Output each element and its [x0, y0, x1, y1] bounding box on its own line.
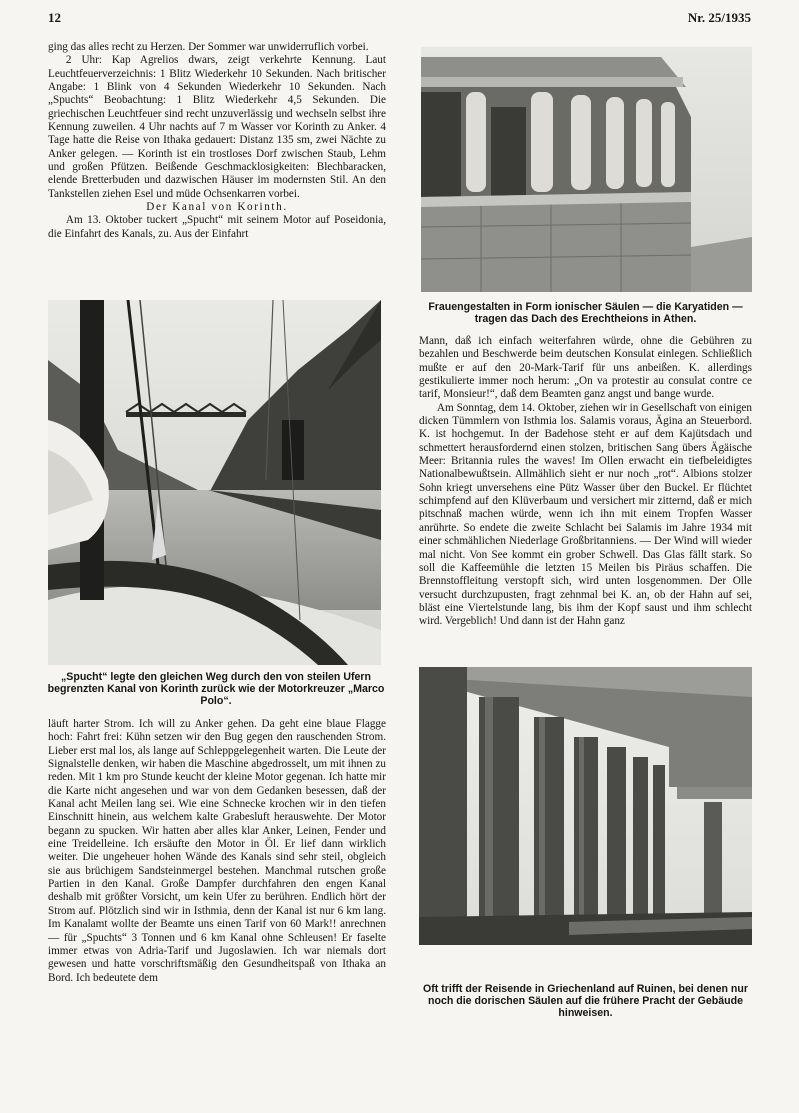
article-column-left-top [48, 41, 386, 241]
paragraph: läuft harter Strom. Ich will zu Anker gehen. Da geht eine blaue Flagge hoch: Fahrt frei: Kühn setzen wir den Bug gegen den rauschenden Strom. Lieber erst mal los, als lange auf Schleppgelegenheit warten. Die Leute der Signalstelle denken, wir haben die Maschine abgedrosselt, um mit ihnen zu reden. Mit 1 km pro Stunde keucht der kleine Motor gegenan. Ich hatte mir die Karte nicht angesehen und war von dem Gedanken besessen, daß der Kanal acht Meilen lang sei. Wie eine Schnecke krochen wir in den tiefen Einschnitt hinein, aus welchem kalte Grabesluft herauswehte. Der Motor begann zu spucken. Wir hatten aber alles klar Anker, Leinen, Fender und eine Treidelleine. Ich ersäufte den Motor in Öl. Er lief dann wirklich weiter. Die ungeheuer hohen Wände des Kanals sind sehr steil, obgleich sie aus brüchigem Sandsteinmergel bestehen. Manchmal rutschen große Partien in den Kanal. Große Dampfer durchfahren den engen Kanal deshalb mit größter Vorsicht, um kein Ufer zu berühren. Endlich hört der Strom auf. Plötzlich sind wir in Isthmia, denn der Kanal ist nur 6 km lang. Im Kanalamt wollte der Beamte uns einen Tarif von 60 Mark!! anrechnen — für „Spuchts“ 3 Tonnen und 6 km Kanal ohne Schleusen! Er faselte immer etwas von Adria-Tarif und Jugoslawien. Ich war niemals dort gewesen und hatte vorschriftsmäßig den Gesundheitspaß von Ithaka an Bord. Ich bedeutete dem [48, 718, 386, 984]
canal-photo [48, 300, 381, 665]
paragraph: 2 Uhr: Kap Agrelios dwars, zeigt verkehrte Kennung. Laut Leuchtfeuerverzeichnis: 1 Blitz Wiederkehr 10 Sekunden. Nach britischer Angabe: 1 Blink von 4 Sekunden Wiederkehr 10 Sekunden. Nach „Spuchts“ Beobachtung: 1 Blitz Wiederkehr 4,5 Sekunden. Die griechischen Leuchtfeuer sind recht unzuverlässig und wechseln selbst ihre Kennung zuweilen. 4 Uhr nachts auf 7 m Wasser vor Korinth zu Anker. 4 Tage hatte die Reise von Ithaka gedauert: Distanz 135 sm, zwei Nächte zu Anker gelegen. — Korinth ist ein trostloses Dorf zwischen Staub, Lehm und großen Pfützen. Beißende Geschmacklosigkeiten: Blechbaracken, elende Bretterbuden und dazwischen Häuser im modernsten Stil. An den Tankstellen ziehen Esel und müde Ochsenkarren vorbei. [48, 54, 386, 200]
caryatids-photo-caption: Frauengestalten in Form ionischer Säulen — die Karyatiden — tragen das Dach des Erechtheions in Athen. [428, 301, 743, 325]
canal-photo-caption: „Spucht“ legte den gleichen Weg durch den von steilen Ufern begrenzten Kanal von Korinth zurück wie der Motorkreuzer „Marco Polo“. [47, 671, 385, 707]
paragraph: Am Sonntag, dem 14. Oktober, ziehen wir in Gesellschaft von einigen dicken Tümmlern von Isthmia los. Salamis voraus, Ägina an Steuerbord. K. ist hochgemut. In der Badehose steht er auf dem Kajütsdach und schmettert herausfordernd einen stolzen, britischen Sang übers Ägäische Meer: Britannia rules the waves! Im Ollen erwacht ein tiefbeleidigtes Nationalbewußtsein. Allmählich sieht er nur noch „rot“. Albions stolzer Sohn kriegt unversehens eine Pütz Wasser über den Buckel. Er flüchtet schimpfend auf den Klüverbaum und versichert mir zitternd, daß er mich pitschnaß machen würde, wenn ich ihn mit einem Tropfen Wasser anrührte. So endete die zweite Schlacht bei Salamis im Jahre 1934 mit einer schmählichen Niederlage Großbritanniens. — Der Wind will wieder mal nicht. Von See kommt ein grober Schwell. Das Glas fällt stark. So soll die Kaffeemühle die letzten 15 Meilen bis Piräus schaffen. Die Brennstoffleitung verstopft sich, wird unten losgenommen. Der Olle versucht durchzupusten, fragt zehnmal bei K. an, ob der Hahn auf sei, bläst eine Viertelstunde lang, bis ihm der Kopf saust und ihm schlecht wird. Vergeblich! Und dann ist der Hahn ganz [419, 401, 752, 628]
section-subheading: Der Kanal von Korinth. [146, 201, 288, 214]
article-column-right [419, 335, 752, 629]
paragraph: Mann, daß ich einfach weiterfahren würde, ohne die Gebühren zu bezahlen und Beschwerde beim deutschen Konsulat einlegen. Schließlich mußte er auf den 20-Mark-Tarif für uns anbeißen. K. allerdings gestikulierte immer noch herum: „On va protestir au consulat contre ce tarif, Monsieur!“, daß dem Beamten ganz angst und bange wurde. [419, 335, 752, 401]
issue-number: Nr. 25/1935 [687, 10, 751, 25]
page-header [48, 10, 751, 30]
page-number: 12 [48, 10, 61, 25]
paragraph: Am 13. Oktober tuckert „Spucht“ mit seinem Motor auf Poseidonia, die Einfahrt des Kanals, zu. Aus der Einfahrt [48, 214, 386, 240]
article-column-left-bottom [48, 718, 386, 985]
paragraph: ging das alles recht zu Herzen. Der Sommer war unwiderruflich vorbei. [48, 41, 369, 53]
ruins-photo [419, 667, 752, 945]
caryatids-photo [421, 47, 752, 292]
ruins-photo-caption: Oft trifft der Reisende in Griechenland auf Ruinen, bei denen nur noch die dorischen Säulen auf die frühere Pracht der Gebäude hinweisen. [423, 983, 748, 1019]
